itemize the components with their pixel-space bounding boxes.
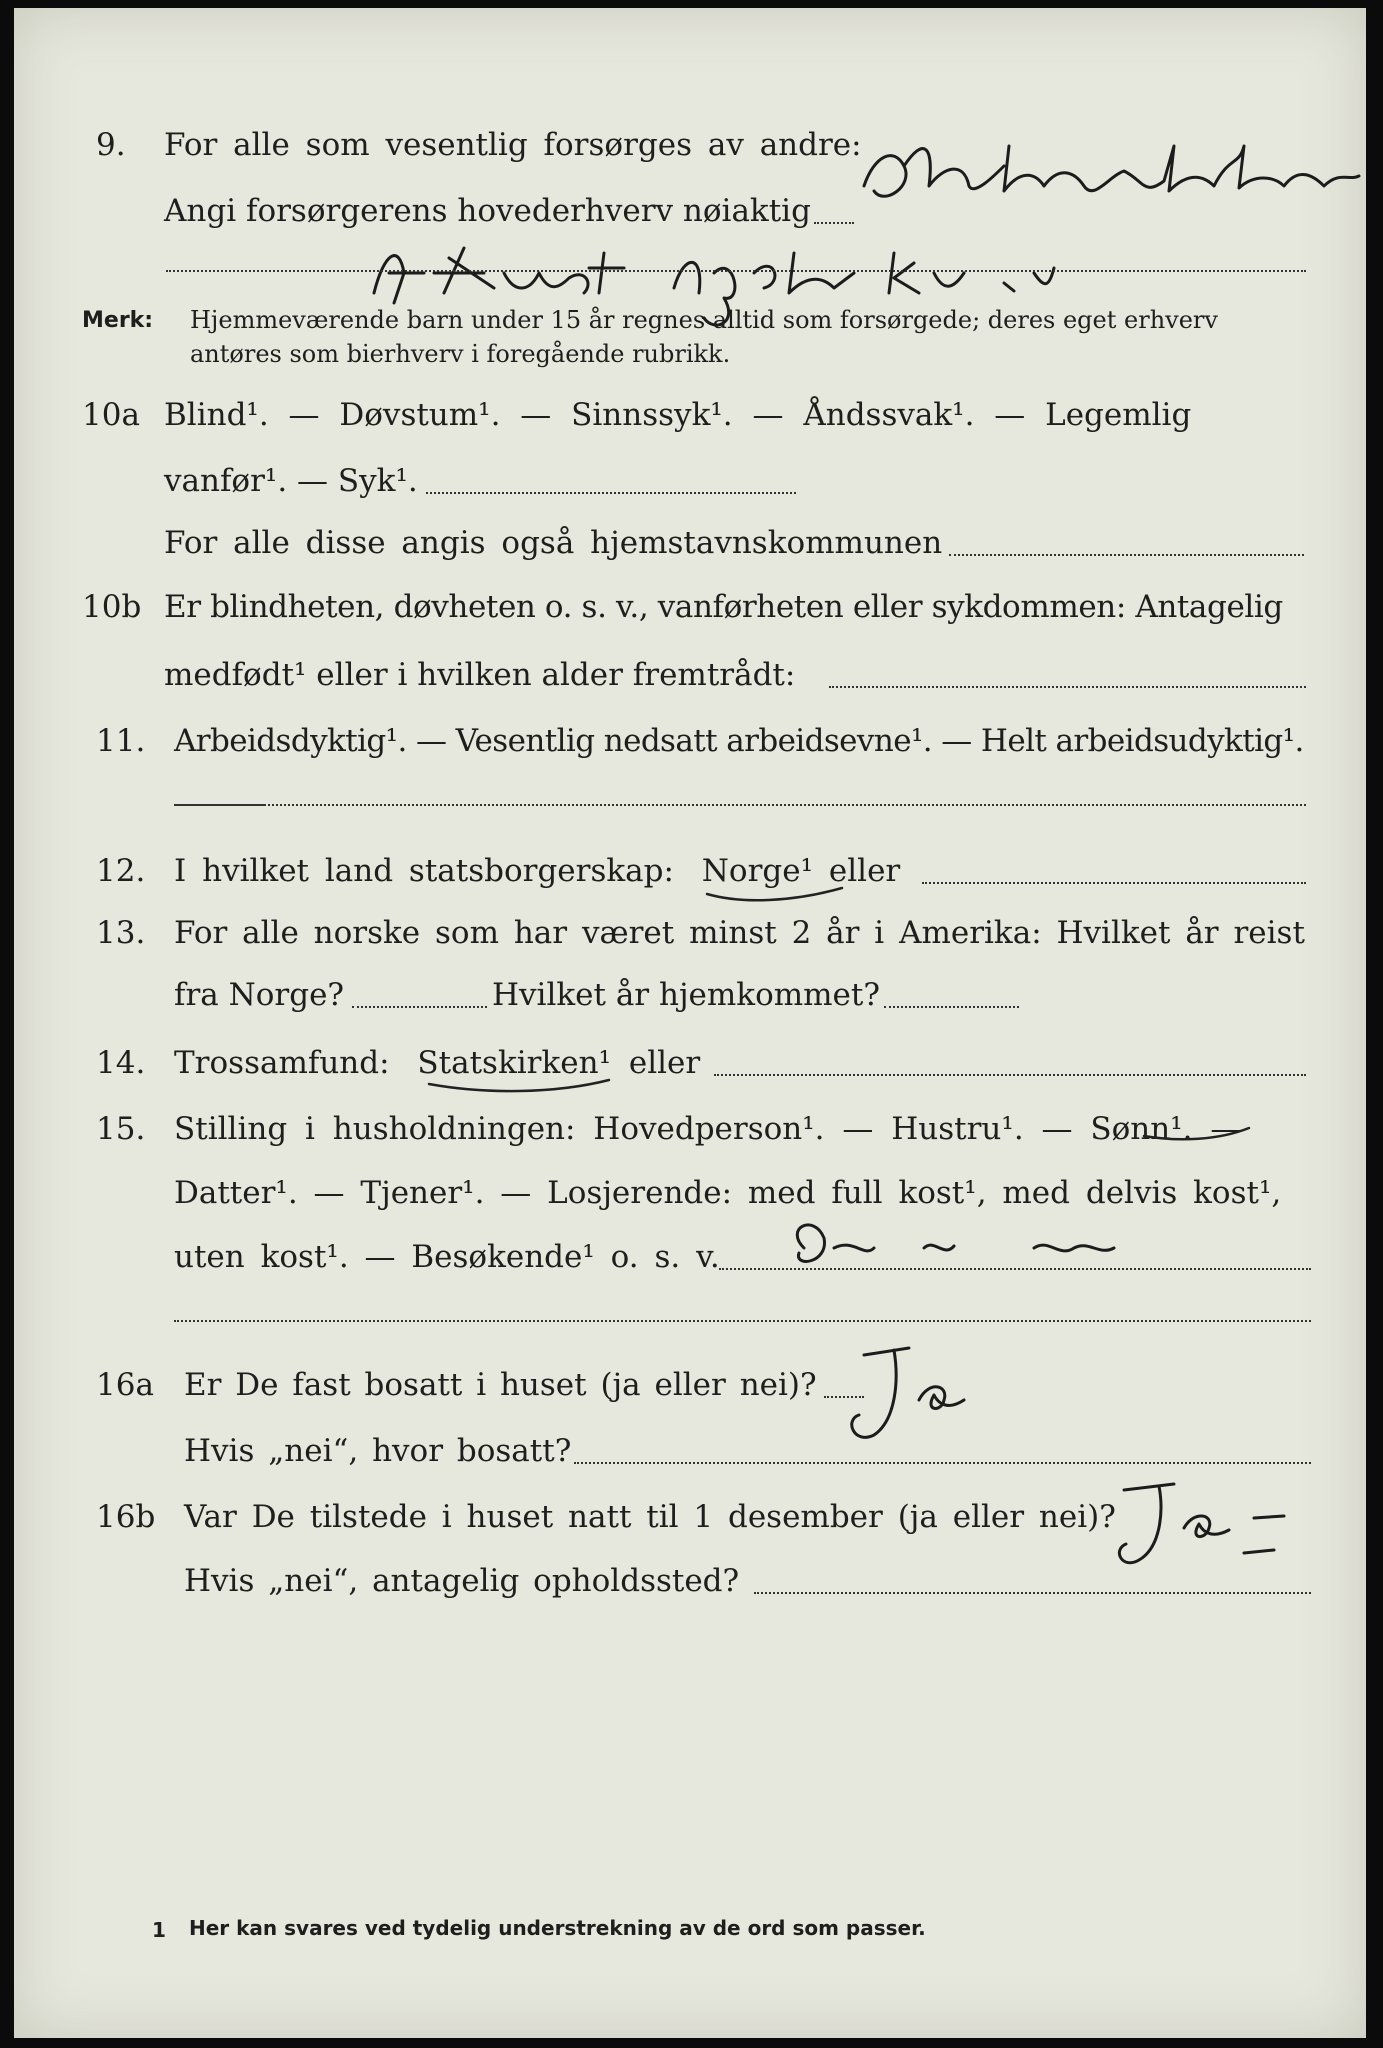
q12-question: I hvilket land statsborgerskap:	[174, 853, 674, 889]
q10b-age-line	[829, 686, 1306, 688]
q10a-line1: Blind¹. — Døvstum¹. — Sinnssyk¹. — Åndssvak¹. — Legemlig	[164, 397, 1192, 433]
q12-norge-underline-mark	[702, 876, 852, 906]
q14-question: Trossamfund:	[174, 1045, 390, 1081]
footnote-mark: 1	[152, 1918, 166, 1942]
q16b-line2: Hvis „nei“, antagelig opholdssted?	[184, 1563, 740, 1599]
q13-line1: For alle norske som har været minst 2 år i Amerika: Hvilket år reist	[174, 915, 1305, 951]
census-form-page	[14, 8, 1366, 2038]
q9-line2: Angi forsørgerens hovederhverv nøiaktig	[164, 193, 811, 229]
q10a-number: 10a	[82, 397, 140, 433]
q13-line2a: fra Norge?	[174, 977, 345, 1013]
q10a-line2: vanfør¹. — Syk¹.	[164, 463, 418, 499]
q11-number: 11.	[96, 723, 146, 759]
q9-handwriting-location	[354, 233, 1054, 313]
q15-number: 15.	[96, 1111, 146, 1147]
merk-line2: antøres som bierhverv i foregående rubrikk.	[190, 340, 731, 368]
q16a-line2: Hvis „nei“, hvor bosatt?	[184, 1433, 572, 1469]
q9-continuation-line	[166, 270, 1306, 272]
q12-option-norge: Norge¹	[701, 853, 814, 889]
q10a-municipality-line	[949, 554, 1304, 556]
q16a-residence-line	[574, 1462, 1311, 1464]
q10b-line1: Er blindheten, døvheten o. s. v., vanførheten eller sykdommen: Antagelig	[164, 589, 1283, 625]
q16a-number: 16a	[96, 1367, 154, 1403]
q11-underline	[174, 804, 264, 806]
q13-line2b: Hvilket år hjemkommet?	[492, 977, 880, 1013]
q15-line1: Stilling i husholdningen: Hovedperson¹. — Hustru¹. — Sønn¹. —	[174, 1111, 1242, 1147]
q9-line1: For alle som vesentlig forsørges av andre:	[164, 127, 862, 163]
q10a-sick-line	[426, 492, 796, 494]
q10b-number: 10b	[82, 589, 142, 625]
q15-continuation-line	[174, 1320, 1311, 1322]
q14-option-statskirken: Statskirken¹	[417, 1045, 611, 1081]
q12-other-line	[922, 882, 1306, 884]
q16a-handwriting-ja	[824, 1340, 994, 1450]
q9-number: 9.	[96, 127, 126, 163]
q14-statskirken-underline-mark	[424, 1070, 624, 1100]
q11-continuation-line	[264, 804, 1306, 806]
q13-return-line	[884, 1006, 1019, 1008]
q15-sonn-underline-mark	[1139, 1106, 1259, 1146]
merk-label: Merk:	[82, 308, 154, 333]
q9-handwriting-occupation	[844, 126, 1364, 226]
q14-other-line	[714, 1074, 1306, 1076]
q13-number: 13.	[96, 915, 146, 951]
q12-eller: eller	[828, 853, 901, 889]
footnote-text: Her kan svares ved tydelig understrekning av de ord som passer.	[189, 1916, 926, 1940]
q11-line1: Arbeidsdyktig¹. — Vesentlig nedsatt arbeidsevne¹. — Helt arbeidsudyktig¹.	[174, 723, 1304, 759]
q16b-number: 16b	[96, 1499, 156, 1535]
q10a-line3: For alle disse angis også hjemstavnskommunen	[164, 525, 943, 561]
q16b-handwriting-ja	[1094, 1478, 1324, 1578]
q16a-line1: Er De fast bosatt i huset (ja eller nei)?	[184, 1367, 817, 1403]
q12-number: 12.	[96, 853, 146, 889]
q16b-line1: Var De tilstede i huset natt til 1 desember (ja eller nei)?	[184, 1499, 1116, 1535]
merk-line1: Hjemmeværende barn under 15 år regnes alltid som forsørgede; deres eget erhverv	[190, 306, 1218, 334]
q14-number: 14.	[96, 1045, 146, 1081]
q13-departure-line	[352, 1006, 487, 1008]
q15-line2: Datter¹. — Tjener¹. — Losjerende: med full kost¹, med delvis kost¹,	[174, 1175, 1282, 1211]
q14-eller: eller	[628, 1045, 701, 1081]
q15-line3: uten kost¹. — Besøkende¹ o. s. v.	[174, 1239, 720, 1275]
q10b-line2: medfødt¹ eller i hvilken alder fremtrådt:	[164, 657, 796, 693]
q16b-location-line	[754, 1592, 1311, 1594]
q15-handwriting	[774, 1208, 1134, 1278]
